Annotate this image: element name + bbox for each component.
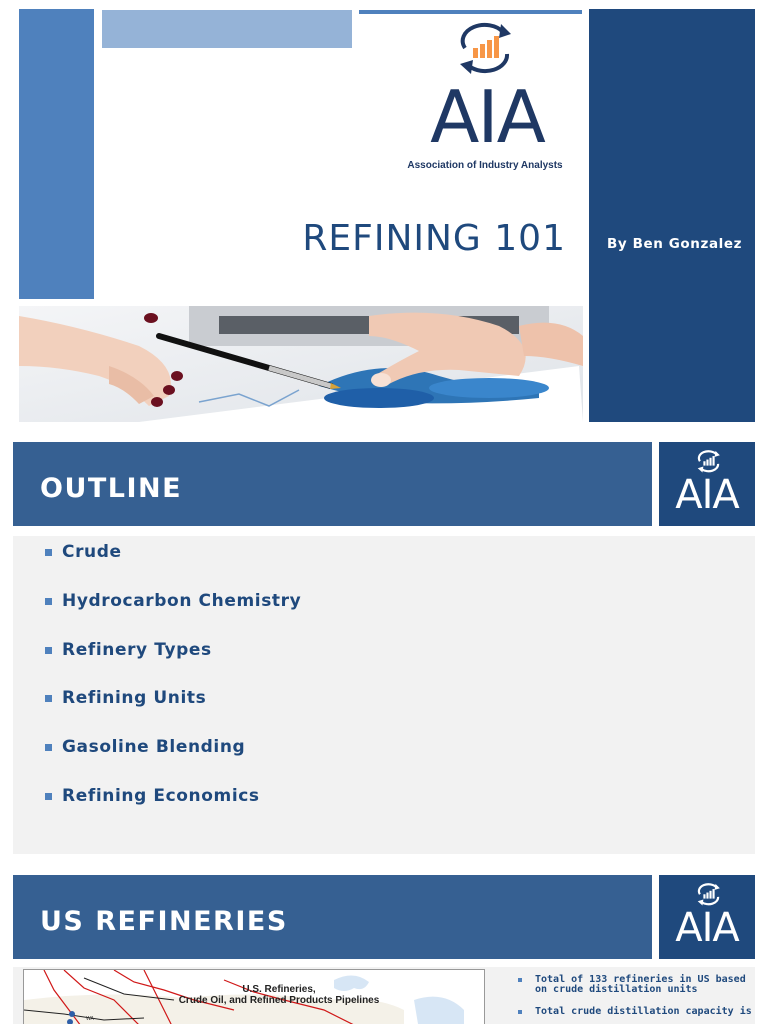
outline-title: OUTLINE xyxy=(40,473,183,504)
us-refineries-header-logo xyxy=(659,875,755,959)
logo-letters: AIA xyxy=(430,75,544,159)
bullet-square-icon xyxy=(45,744,52,751)
top-accent-band xyxy=(102,10,352,48)
slide-title: REFINING 101 xyxy=(302,218,566,259)
us-refineries-body xyxy=(13,967,755,1024)
outline-list xyxy=(45,542,301,835)
list-item xyxy=(45,786,301,835)
list-item xyxy=(518,1007,753,1017)
list-item-label: Refinery Types xyxy=(62,639,212,660)
map-state-label: WA xyxy=(86,1016,94,1022)
outline-header xyxy=(13,442,652,526)
logo-tagline: Association of Industry Analysts xyxy=(407,160,563,171)
list-item-label: Total crude distillation capacity is xyxy=(535,1006,752,1017)
outline-body xyxy=(13,536,755,854)
list-item xyxy=(45,542,301,591)
hands-chart-photo xyxy=(19,306,583,422)
refineries-bullets xyxy=(518,975,753,1024)
list-item xyxy=(45,737,301,786)
list-item-label: Crude xyxy=(62,542,122,562)
list-item-label: Total of 133 refineries in US based on crude distillation units xyxy=(535,974,746,995)
list-item-label: Gasoline Blending xyxy=(62,737,246,758)
map-title-line1: U.S. Refineries, xyxy=(242,984,316,995)
author-panel xyxy=(589,9,755,422)
author-name: By Ben Gonzalez xyxy=(607,236,743,252)
aia-logo xyxy=(390,22,580,177)
list-item-label: Hydrocarbon Chemistry xyxy=(62,590,302,611)
refineries-map xyxy=(23,969,485,1024)
us-refineries-header xyxy=(13,875,652,959)
bullet-square-icon xyxy=(518,978,522,982)
bullet-square-icon xyxy=(45,695,52,702)
list-item xyxy=(45,591,301,640)
bullet-square-icon xyxy=(518,1010,522,1014)
header-logo-letters: AIA xyxy=(675,905,739,951)
header-logo-letters: AIA xyxy=(675,472,739,518)
list-item xyxy=(518,975,753,995)
outline-header-logo xyxy=(659,442,755,526)
list-item-label: Refining Economics xyxy=(62,785,260,806)
bullet-square-icon xyxy=(45,598,52,605)
map-title-line2: Crude Oil, and Refined Products Pipelines xyxy=(178,995,380,1006)
photo-illustration xyxy=(19,306,583,422)
list-item xyxy=(45,640,301,689)
bullet-square-icon xyxy=(45,647,52,654)
left-accent-bar xyxy=(19,9,94,299)
map-title xyxy=(174,984,384,1006)
list-item xyxy=(45,688,301,737)
chart-arrows-icon xyxy=(455,22,517,82)
list-item-label: Refining Units xyxy=(62,688,207,709)
bullet-square-icon xyxy=(45,793,52,800)
bullet-square-icon xyxy=(45,549,52,556)
top-accent-line xyxy=(359,10,582,14)
us-refineries-title: US REFINERIES xyxy=(40,906,288,937)
